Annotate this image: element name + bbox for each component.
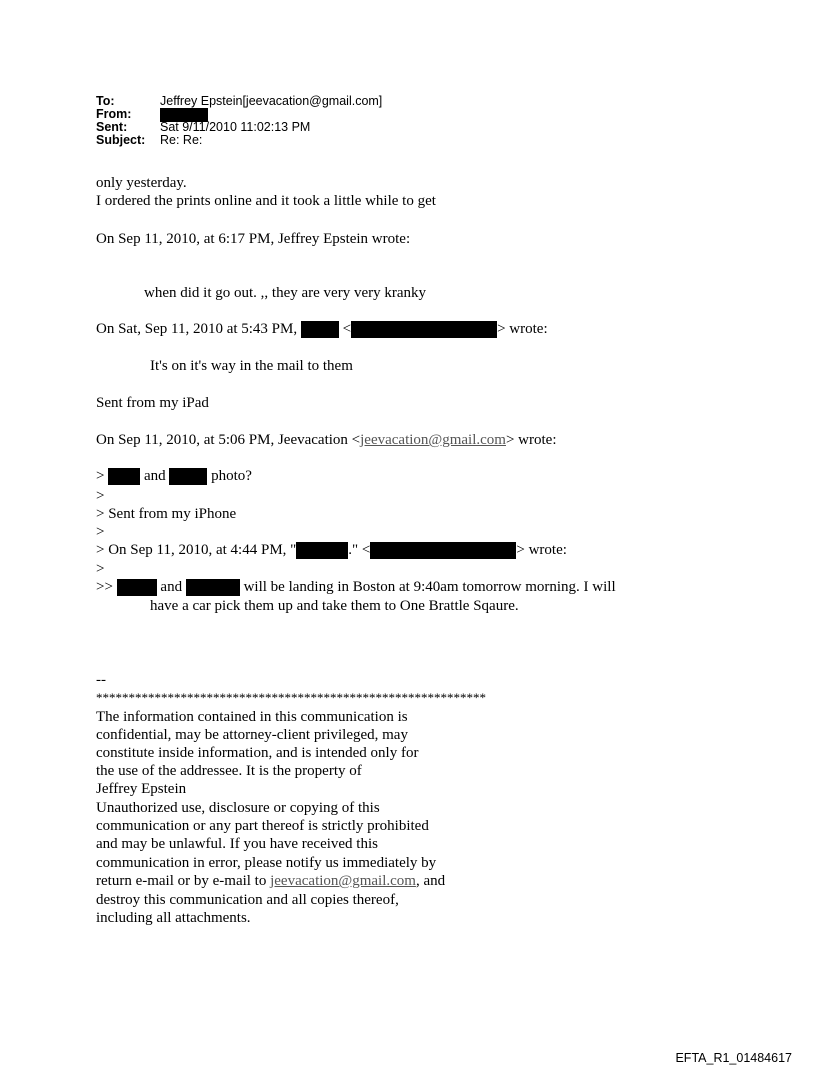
- redaction-box: [169, 468, 207, 485]
- text-fragment: will be landing in Boston at 9:40am tomorrow morning. I will: [243, 579, 616, 595]
- disclaimer-line: Unauthorized use, disclosure or copying of this: [96, 800, 380, 816]
- text-fragment: > wrote:: [505, 432, 557, 448]
- email-header: [96, 95, 382, 147]
- signature-line: Sent from my iPad: [96, 395, 209, 411]
- separator-stars: ************************************************************: [96, 690, 486, 705]
- text-fragment: >: [96, 468, 105, 484]
- text-fragment: <: [342, 321, 352, 337]
- disclaimer-line: Jeffrey Epstein: [96, 781, 187, 797]
- body-line: only yesterday.: [96, 175, 187, 191]
- body-line: I ordered the prints online and it took a little while to get: [96, 193, 436, 209]
- quote-header: [96, 431, 557, 449]
- quoted-line: [96, 541, 567, 559]
- to-value: Jeffrey Epstein[jeevacation@gmail.com]: [160, 94, 383, 108]
- disclaimer-line: including all attachments.: [96, 910, 251, 926]
- text-fragment: > wrote:: [497, 321, 548, 337]
- body-line: when did it go out. ,, they are very very kranky: [144, 285, 427, 301]
- disclaimer-line: communication or any part thereof is strictly prohibited: [96, 818, 429, 834]
- disclaimer-line: constitute inside information, and is intended only for: [96, 745, 419, 761]
- redaction-box: [301, 321, 339, 338]
- disclaimer-line: The information contained in this communication is: [96, 709, 408, 725]
- redaction-box: [351, 321, 497, 338]
- sent-value: Sat 9/11/2010 11:02:13 PM: [160, 120, 311, 134]
- redaction-box: [186, 579, 240, 596]
- redaction-box: [108, 468, 140, 485]
- subject-row: [96, 134, 382, 147]
- quoted-line: [96, 467, 252, 485]
- disclaimer-line: destroy this communication and all copies thereof,: [96, 892, 399, 908]
- redaction-box: [117, 579, 157, 596]
- to-label: To:: [96, 94, 115, 108]
- disclaimer-line: the use of the addressee. It is the property of: [96, 763, 362, 779]
- text-fragment: and: [143, 468, 166, 484]
- text-fragment: > On Sep 11, 2010, at 4:44 PM, ": [96, 542, 297, 558]
- quoted-line: have a car pick them up and take them to One Brattle Sqaure.: [150, 598, 519, 614]
- text-fragment: photo?: [211, 468, 252, 484]
- body-line: It's on it's way in the mail to them: [150, 358, 353, 374]
- separator-dash: --: [96, 672, 106, 688]
- quote-header: [96, 320, 548, 338]
- quoted-line: > Sent from my iPhone: [96, 506, 237, 522]
- text-fragment: On Sep 11, 2010, at 5:06 PM, Jeevacation <: [96, 432, 361, 448]
- quoted-line: >: [96, 561, 105, 577]
- disclaimer-line: communication in error, please notify us immediately by: [96, 855, 437, 871]
- disclaimer-line: confidential, may be attorney-client privileged, may: [96, 727, 408, 743]
- subject-label: Subject:: [96, 133, 146, 147]
- text-fragment: return e-mail or by e-mail to: [96, 873, 271, 889]
- text-fragment: , and: [415, 873, 446, 889]
- redaction-box: [370, 542, 516, 559]
- disclaimer-line: and may be unlawful. If you have received this: [96, 836, 378, 852]
- redaction-box: [296, 542, 348, 559]
- email-link[interactable]: jeevacation@gmail.com: [270, 873, 416, 889]
- text-fragment: > wrote:: [516, 542, 567, 558]
- text-fragment: >>: [96, 579, 113, 595]
- quoted-line: >: [96, 488, 105, 504]
- quoted-line: [96, 578, 616, 596]
- document-id: EFTA_R1_01484617: [675, 1051, 792, 1065]
- text-fragment: On Sat, Sep 11, 2010 at 5:43 PM,: [96, 321, 298, 337]
- text-fragment: ." <: [348, 542, 371, 558]
- subject-value: Re: Re:: [160, 133, 203, 147]
- email-link[interactable]: jeevacation@gmail.com: [360, 432, 506, 448]
- from-label: From:: [96, 107, 132, 121]
- quote-header: On Sep 11, 2010, at 6:17 PM, Jeffrey Epstein wrote:: [96, 231, 411, 247]
- to-row: [96, 95, 382, 108]
- sent-label: Sent:: [96, 120, 128, 134]
- quoted-line: >: [96, 524, 105, 540]
- text-fragment: and: [160, 579, 183, 595]
- disclaimer-line: [96, 872, 445, 890]
